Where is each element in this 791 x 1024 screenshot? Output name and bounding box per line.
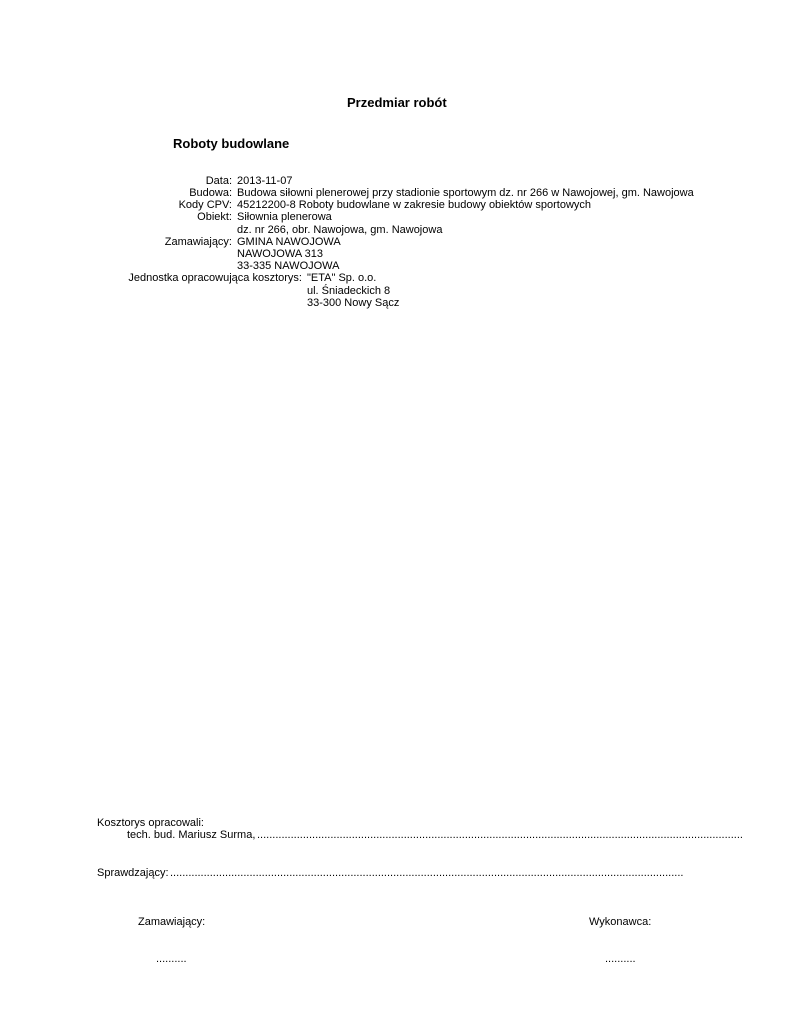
date-label: Data: xyxy=(205,175,232,187)
jednostka-value-line3: 33-300 Nowy Sącz xyxy=(307,297,400,309)
page-title: Przedmiar robót xyxy=(347,95,447,110)
zamawiajacy-value-line2: NAWOJOWA 313 xyxy=(237,248,323,260)
jednostka-label: Jednostka opracowująca kosztorys: xyxy=(128,272,302,284)
zamawiajacy-label: Zamawiający: xyxy=(164,236,232,248)
zamawiajacy-value-line3: 33-335 NAWOJOWA xyxy=(237,260,340,272)
obiekt-value-line2: dz. nr 266, obr. Nawojowa, gm. Nawojowa xyxy=(237,224,443,236)
zamawiajacy-value-line1: GMINA NAWOJOWA xyxy=(237,236,341,248)
jednostka-value-line1: "ETA" Sp. o.o. xyxy=(307,272,377,284)
sprawdzajacy-label: Sprawdzający: xyxy=(97,867,169,879)
wykonawca-signature-line: .......... xyxy=(605,953,636,965)
opracowali-signature-line: ............................................................................................................................................................... xyxy=(257,829,743,841)
zamawiajacy-signature-label: Zamawiający: xyxy=(138,916,206,928)
zamawiajacy-signature-line: .......... xyxy=(156,953,187,965)
obiekt-label: Obiekt: xyxy=(197,211,232,223)
cpv-label: Kody CPV: xyxy=(178,199,232,211)
jednostka-value-line2: ul. Śniadeckich 8 xyxy=(307,285,391,297)
date-value: 2013-11-07 xyxy=(237,175,293,187)
sprawdzajacy-signature-line: ........................................................................................................................................................................ xyxy=(170,867,684,879)
page-subtitle: Roboty budowlane xyxy=(173,136,290,151)
budowa-label: Budowa: xyxy=(189,187,232,199)
cpv-value: 45212200-8 Roboty budowlane w zakresie budowy obiektów sportowych xyxy=(237,199,592,211)
obiekt-value-line1: Siłownia plenerowa xyxy=(237,211,332,223)
wykonawca-signature-label: Wykonawca: xyxy=(589,916,652,928)
budowa-value: Budowa siłowni plenerowej przy stadionie sportowym dz. nr 266 w Nawojowej, gm. Nawojowa xyxy=(237,187,694,199)
opracowali-name: tech. bud. Mariusz Surma, xyxy=(127,829,256,841)
opracowali-label: Kosztorys opracowali: xyxy=(97,817,204,829)
